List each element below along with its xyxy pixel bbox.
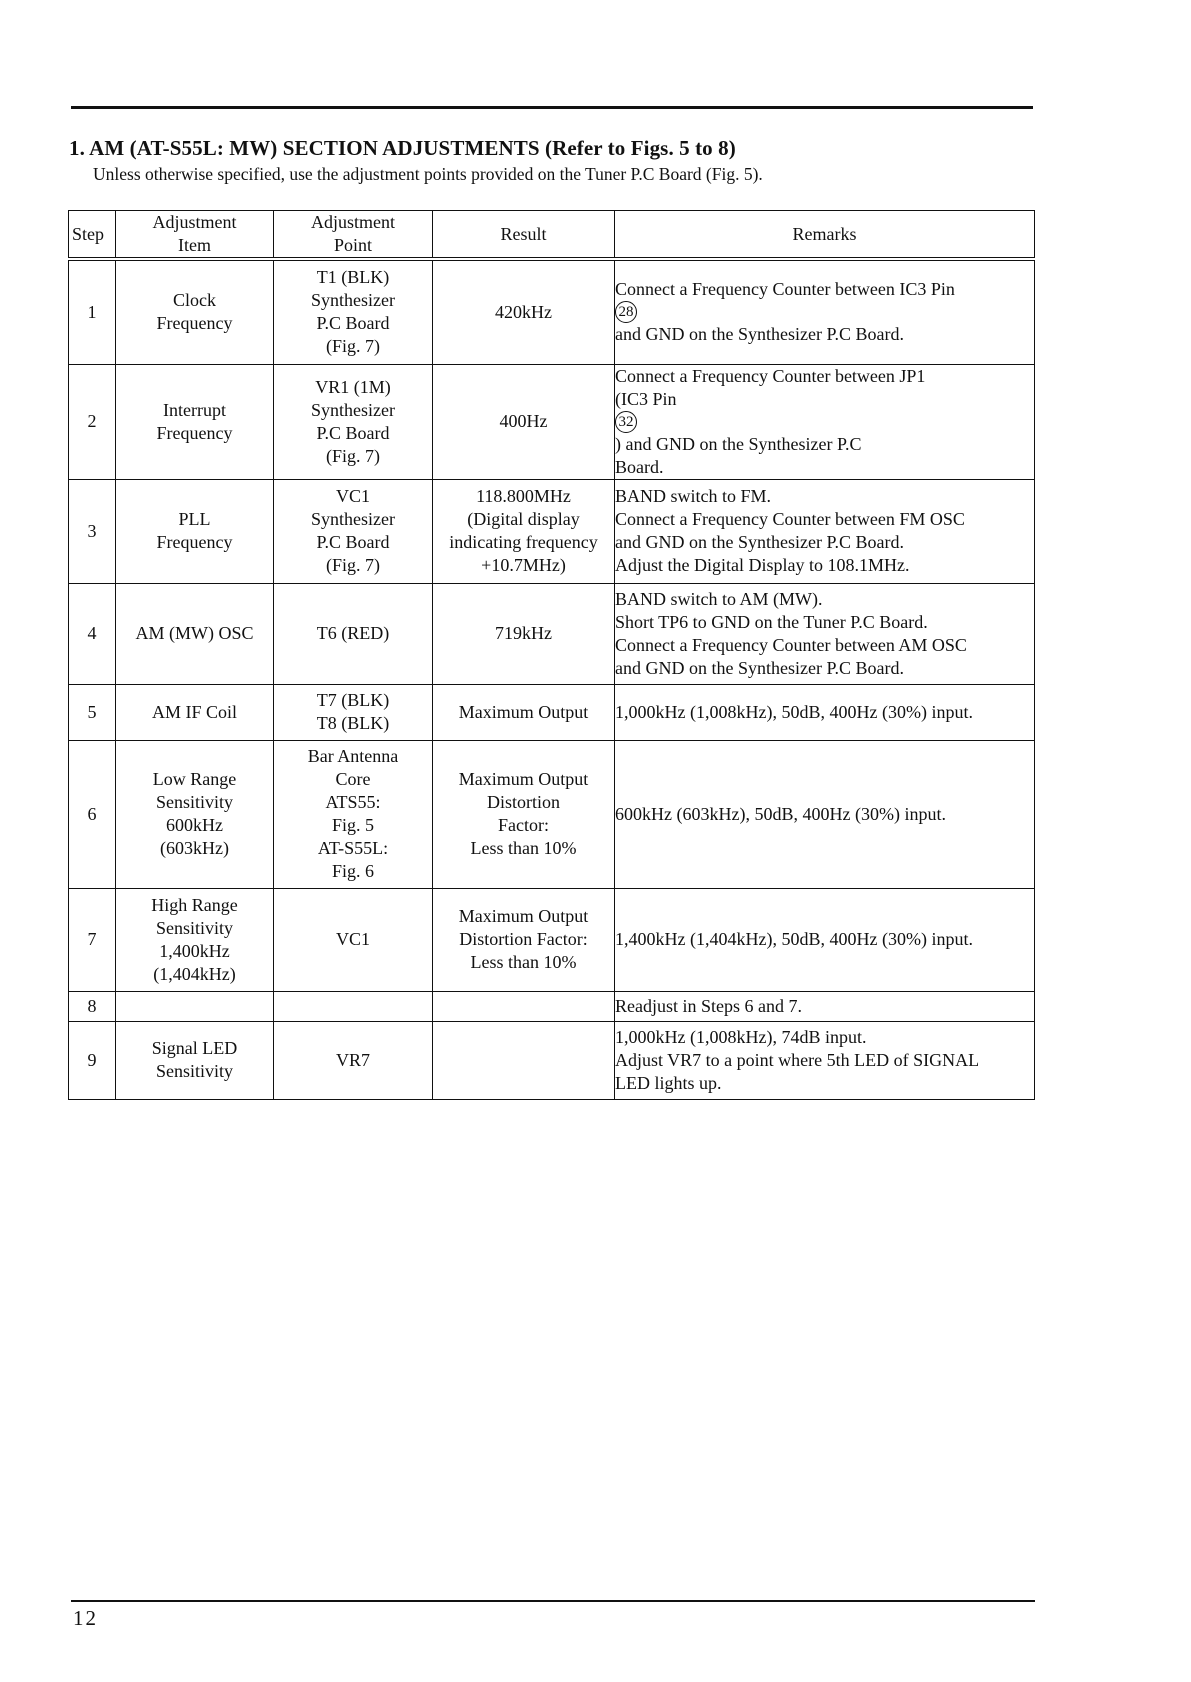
remarks: BAND switch to AM (MW). Short TP6 to GND on the Tuner P.C Board. Connect a Frequency Counter between AM OSC and GND on the Synthesizer P.C Board. (615, 583, 1035, 684)
adjustment-item: AM (MW) OSC (116, 583, 274, 684)
header-remarks: Remarks (615, 211, 1035, 260)
remarks: 1,400kHz (1,404kHz), 50dB, 400Hz (30%) input. (615, 888, 1035, 991)
step-number: 9 (69, 1021, 116, 1099)
table-row (69, 991, 1035, 1021)
header-adjustment-item: Adjustment Item (116, 211, 274, 260)
adjustment-point: T1 (BLK) Synthesizer P.C Board (Fig. 7) (274, 259, 433, 364)
table-row (69, 684, 1035, 740)
step-number: 8 (69, 991, 116, 1021)
step-number: 5 (69, 684, 116, 740)
result: 719kHz (433, 583, 615, 684)
table-row (69, 740, 1035, 888)
result: 420kHz (433, 259, 615, 364)
table-row (69, 1021, 1035, 1099)
adjustment-point: VR1 (1M) Synthesizer P.C Board (Fig. 7) (274, 364, 433, 479)
result: Maximum Output (433, 684, 615, 740)
result: 118.800MHz (Digital display indicating frequency +10.7MHz) (433, 479, 615, 583)
page-number: 12 (73, 1606, 98, 1630)
bottom-rule (71, 1600, 1035, 1602)
adjustment-point: T7 (BLK) T8 (BLK) (274, 684, 433, 740)
adjustment-item (116, 991, 274, 1021)
adjustment-point: Bar Antenna Core ATS55: Fig. 5 AT-S55L: Fig. 6 (274, 740, 433, 888)
table-header-row (69, 211, 1035, 260)
pin-number-badge: 28 (615, 301, 637, 323)
pin-number-badge: 32 (615, 411, 637, 433)
result (433, 991, 615, 1021)
result (433, 1021, 615, 1099)
table-row (69, 364, 1035, 479)
adjustment-point (274, 991, 433, 1021)
result: 400Hz (433, 364, 615, 479)
adjustment-point: T6 (RED) (274, 583, 433, 684)
step-number: 2 (69, 364, 116, 479)
header-result: Result (433, 211, 615, 260)
table-row (69, 259, 1035, 364)
adjustment-item: Low Range Sensitivity 600kHz (603kHz) (116, 740, 274, 888)
adjustment-item: PLL Frequency (116, 479, 274, 583)
remarks: BAND switch to FM. Connect a Frequency Counter between FM OSC and GND on the Synthesizer P.C Board. Adjust the Digital Display to 108.1MHz. (615, 479, 1035, 583)
adjustment-item: Interrupt Frequency (116, 364, 274, 479)
adjustment-point: VC1 Synthesizer P.C Board (Fig. 7) (274, 479, 433, 583)
step-number: 6 (69, 740, 116, 888)
adjustment-item: Clock Frequency (116, 259, 274, 364)
section-title: 1. AM (AT-S55L: MW) SECTION ADJUSTMENTS (Refer to Figs. 5 to 8) (69, 136, 736, 160)
step-number: 3 (69, 479, 116, 583)
adjustment-table (68, 210, 1035, 1100)
table-row (69, 583, 1035, 684)
adjustment-item: High Range Sensitivity 1,400kHz (1,404kHz) (116, 888, 274, 991)
table-row (69, 479, 1035, 583)
step-number: 4 (69, 583, 116, 684)
adjustment-point: VR7 (274, 1021, 433, 1099)
header-adjustment-point: Adjustment Point (274, 211, 433, 260)
result: Maximum Output Distortion Factor: Less than 10% (433, 888, 615, 991)
step-number: 1 (69, 259, 116, 364)
top-rule (71, 106, 1033, 109)
remarks: Connect a Frequency Counter between JP1 (IC3 Pin 32 ) and GND on the Synthesizer P.C Board. (615, 364, 1035, 479)
remarks: Readjust in Steps 6 and 7. (615, 991, 1035, 1021)
header-step: Step (69, 211, 116, 260)
remarks: 600kHz (603kHz), 50dB, 400Hz (30%) input. (615, 740, 1035, 888)
adjustment-point: VC1 (274, 888, 433, 991)
adjustment-item: AM IF Coil (116, 684, 274, 740)
step-number: 7 (69, 888, 116, 991)
table-row (69, 888, 1035, 991)
result: Maximum Output Distortion Factor: Less than 10% (433, 740, 615, 888)
remarks: 1,000kHz (1,008kHz), 50dB, 400Hz (30%) input. (615, 684, 1035, 740)
remarks: 1,000kHz (1,008kHz), 74dB input. Adjust VR7 to a point where 5th LED of SIGNAL LED lights up. (615, 1021, 1035, 1099)
adjustment-item: Signal LED Sensitivity (116, 1021, 274, 1099)
remarks: Connect a Frequency Counter between IC3 Pin 28 and GND on the Synthesizer P.C Board. (615, 259, 1035, 364)
section-subtitle: Unless otherwise specified, use the adjustment points provided on the Tuner P.C Board (Fig. 5). (93, 164, 763, 184)
